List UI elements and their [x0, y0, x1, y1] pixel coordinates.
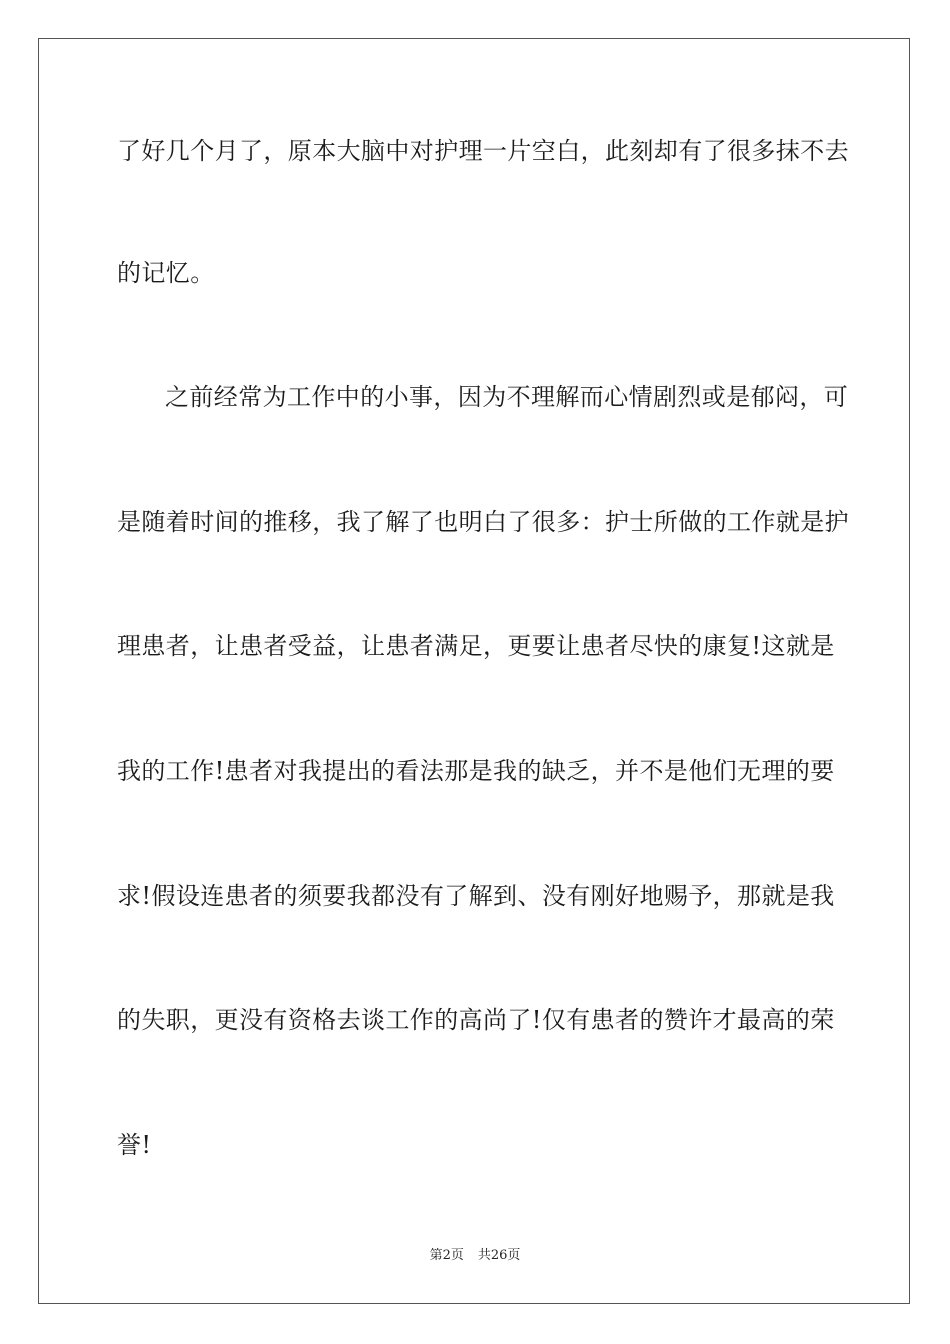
paragraph-line: 求!假设连患者的须要我都没有了解到、没有刚好地赐予，那就是我	[117, 882, 835, 910]
paragraph-line: 了好几个月了，原本大脑中对护理一片空白，此刻却有了很多抹不去	[117, 137, 849, 165]
paragraph-line: 的失职，更没有资格去谈工作的高尚了!仅有患者的赞许才最高的荣	[117, 1006, 835, 1034]
paragraph-line: 誉!	[117, 1131, 152, 1159]
paragraph-line: 我的工作!患者对我提出的看法那是我的缺乏，并不是他们无理的要	[117, 757, 835, 785]
paragraph-line: 是随着时间的推移，我了解了也明白了很多：护士所做的工作就是护	[117, 508, 849, 536]
page-footer	[0, 1247, 950, 1265]
paragraph-line: 理患者，让患者受益，让患者满足，更要让患者尽快的康复!这就是	[117, 632, 835, 660]
page-number: 第2页	[429, 1248, 464, 1263]
paragraph-line: 之前经常为工作中的小事，因为不理解而心情剧烈或是郁闷，可	[165, 383, 849, 411]
paragraph-line: 的记忆。	[117, 259, 215, 287]
page-total: 共26页	[477, 1248, 521, 1263]
page-border	[38, 38, 910, 1304]
